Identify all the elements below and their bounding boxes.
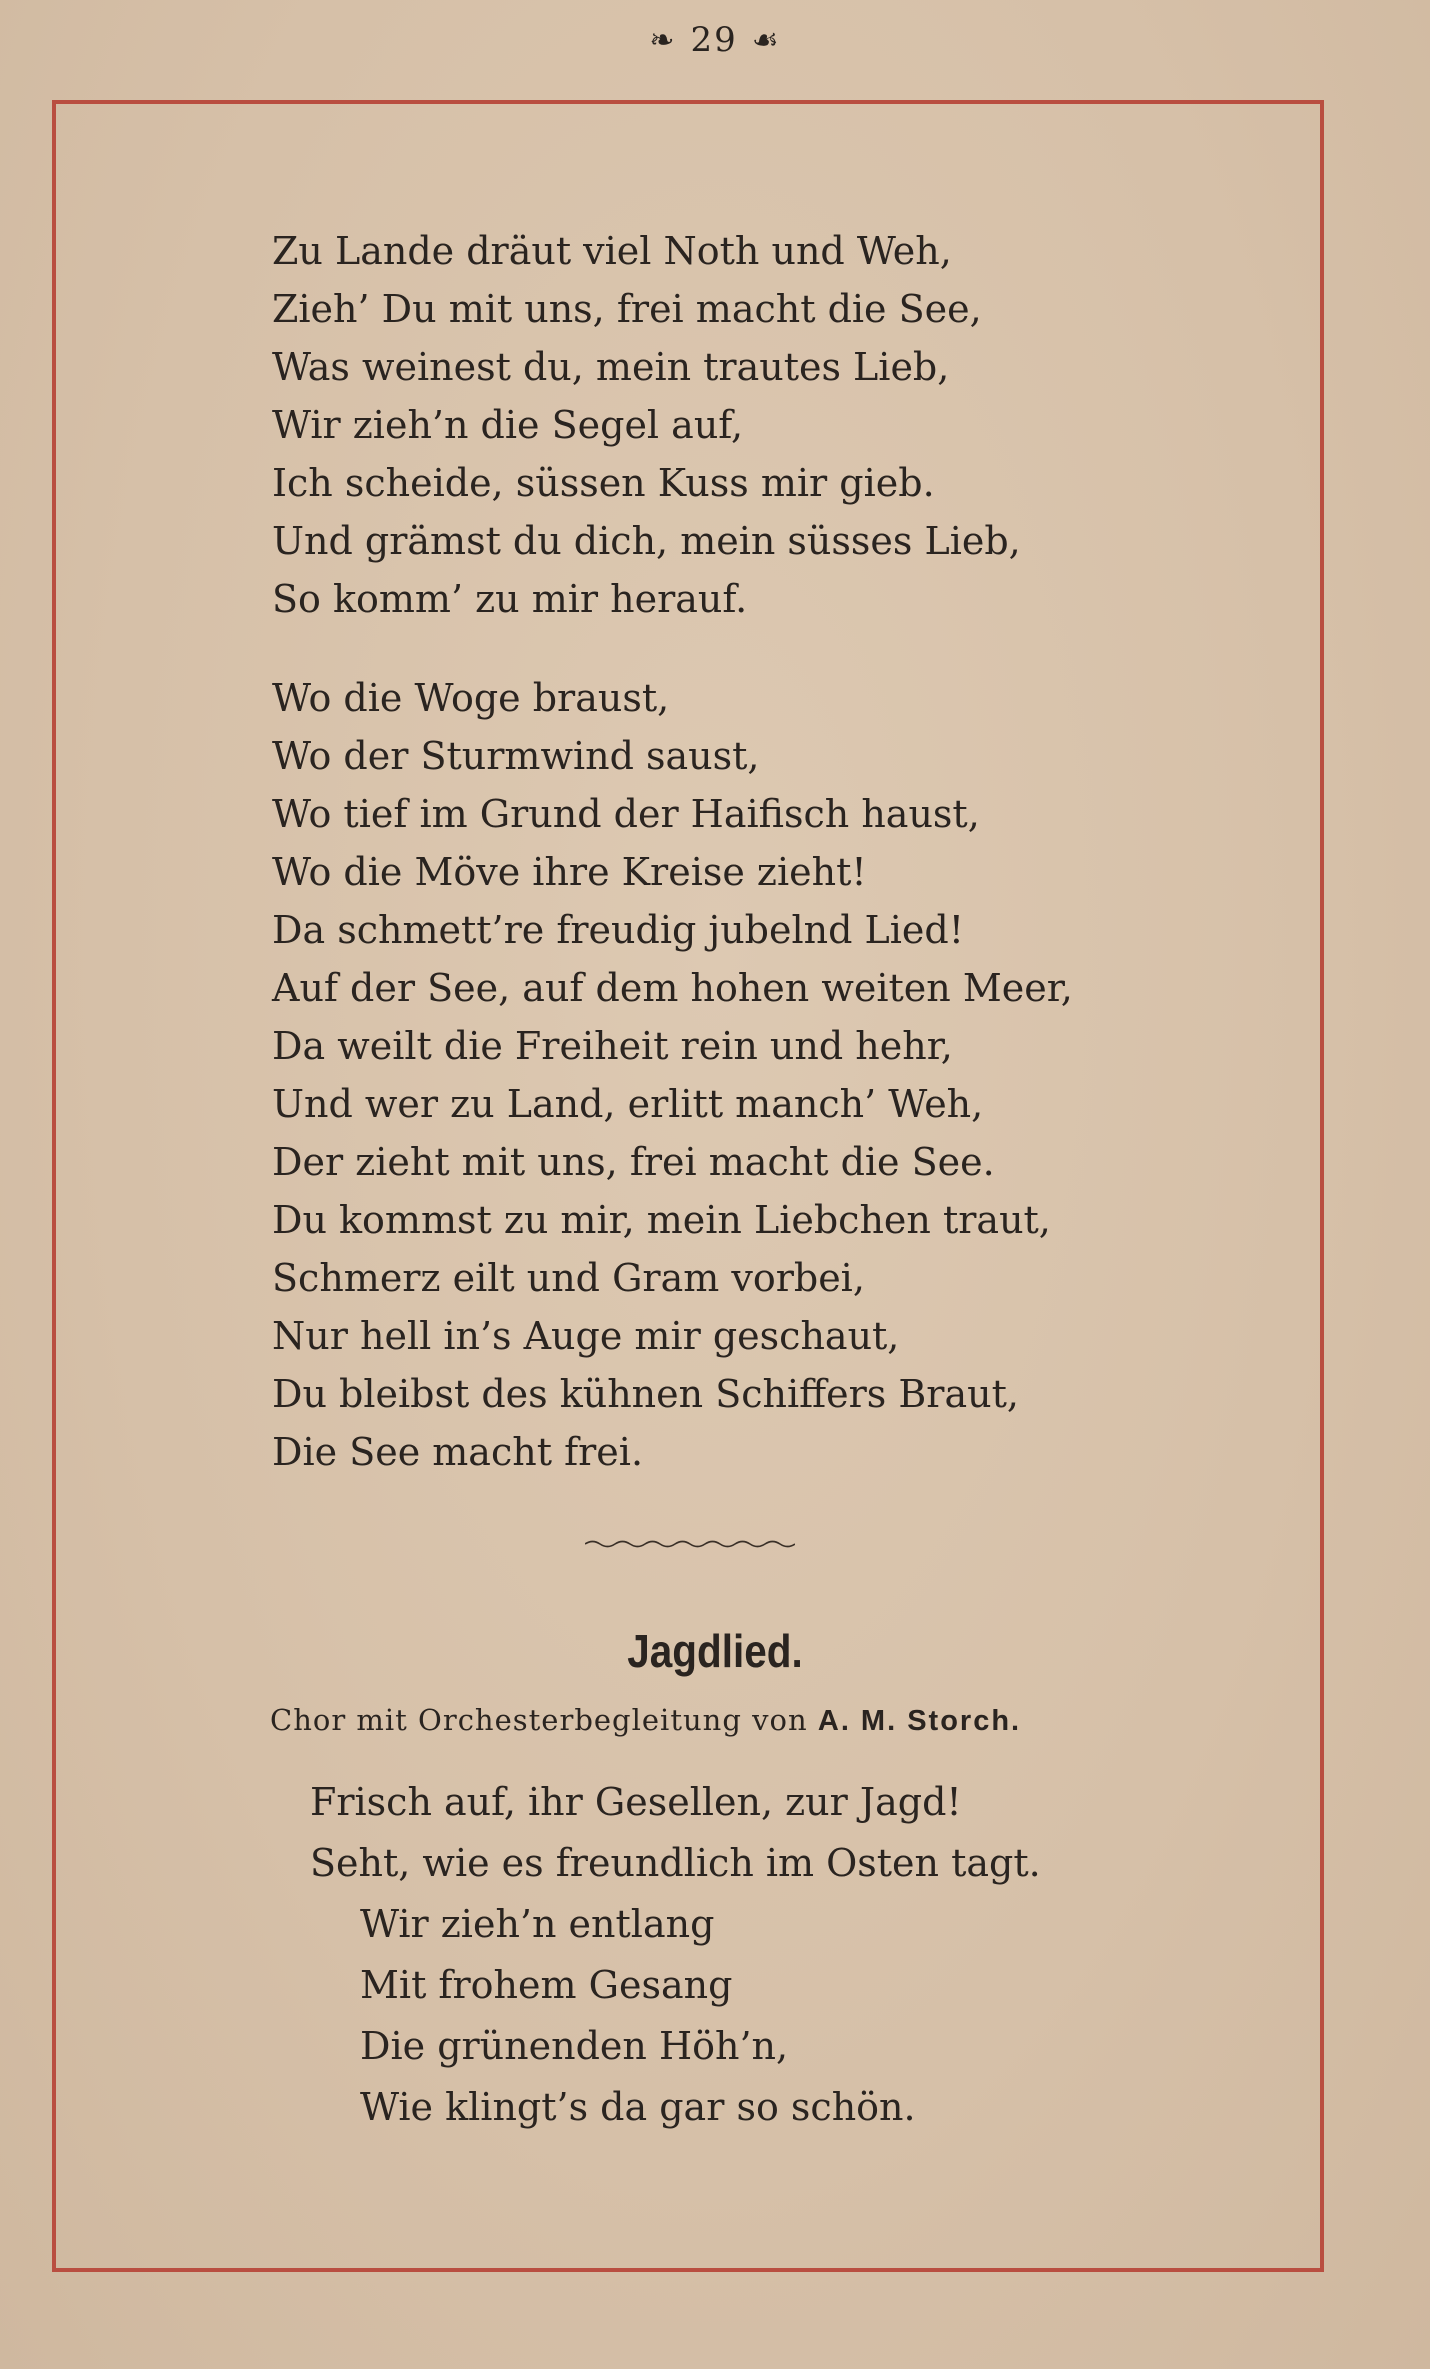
verse-line: Wo der Sturmwind saust, <box>272 734 760 778</box>
lyric-line: Frisch auf, ihr Gesellen, zur Jagd! <box>310 1780 962 1824</box>
lyric-line: Mit frohem Gesang <box>360 1963 733 2007</box>
verse-line: Und wer zu Land, erlitt manch’ Weh, <box>272 1082 984 1126</box>
verse-line: Du bleibst des kühnen Schiffers Braut, <box>272 1372 1019 1416</box>
verse-line: Was weinest du, mein trautes Lieb, <box>272 345 950 389</box>
ornament-left-icon: ❧ <box>649 22 677 58</box>
lyric-line: Wie klingt’s da gar so schön. <box>360 2085 916 2129</box>
verse-line: Auf der See, auf dem hohen weiten Meer, <box>272 966 1073 1010</box>
verse-line: Du kommst zu mir, mein Liebchen traut, <box>272 1198 1051 1242</box>
subtitle-text: Chor mit Orchesterbegleitung von <box>270 1703 808 1737</box>
composer-name: A. M. Storch. <box>817 1705 1022 1737</box>
verse-line: So komm’ zu mir herauf. <box>272 577 748 621</box>
verse-line: Wo die Woge braust, <box>272 676 670 720</box>
section-subtitle <box>270 1703 1021 1738</box>
stanza-1 <box>272 222 1021 628</box>
verse-line: Zu Lande dräut viel Noth und Weh, <box>272 229 952 273</box>
verse-line: Nur hell in’s Auge mir geschaut, <box>272 1314 900 1358</box>
page-header <box>0 18 1430 60</box>
stanza-2 <box>272 669 1073 1481</box>
verse-line: Der zieht mit uns, frei macht die See. <box>272 1140 995 1184</box>
verse-line: Wir zieh’n die Segel auf, <box>272 403 744 447</box>
verse-line: Ich scheide, süssen Kuss mir gieb. <box>272 461 935 505</box>
verse-line: Schmerz eilt und Gram vorbei, <box>272 1256 865 1300</box>
lyric-line: Die grünenden Höh’n, <box>360 2024 789 2068</box>
wavy-divider-icon <box>585 1538 795 1550</box>
verse-line: Zieh’ Du mit uns, frei macht die See, <box>272 287 982 331</box>
verse-line: Und grämst du dich, mein süsses Lieb, <box>272 519 1021 563</box>
verse-line: Da weilt die Freiheit rein und hehr, <box>272 1024 953 1068</box>
page-number: 29 <box>690 20 738 60</box>
verse-line: Wo die Möve ihre Kreise zieht! <box>272 850 867 894</box>
section-title: Jagdlied. <box>627 1625 803 1677</box>
lyric-line: Seht, wie es freundlich im Osten tagt. <box>310 1841 1041 1885</box>
lyric-line: Wir zieh’n entlang <box>360 1902 715 1946</box>
verse-line: Da schmett’re freudig jubelnd Lied! <box>272 908 964 952</box>
verse-line: Die See macht frei. <box>272 1430 644 1474</box>
verse-line: Wo tief im Grund der Haifisch haust, <box>272 792 980 836</box>
song-lyrics <box>310 1772 1041 2138</box>
ornament-right-icon: ☙ <box>751 22 781 58</box>
